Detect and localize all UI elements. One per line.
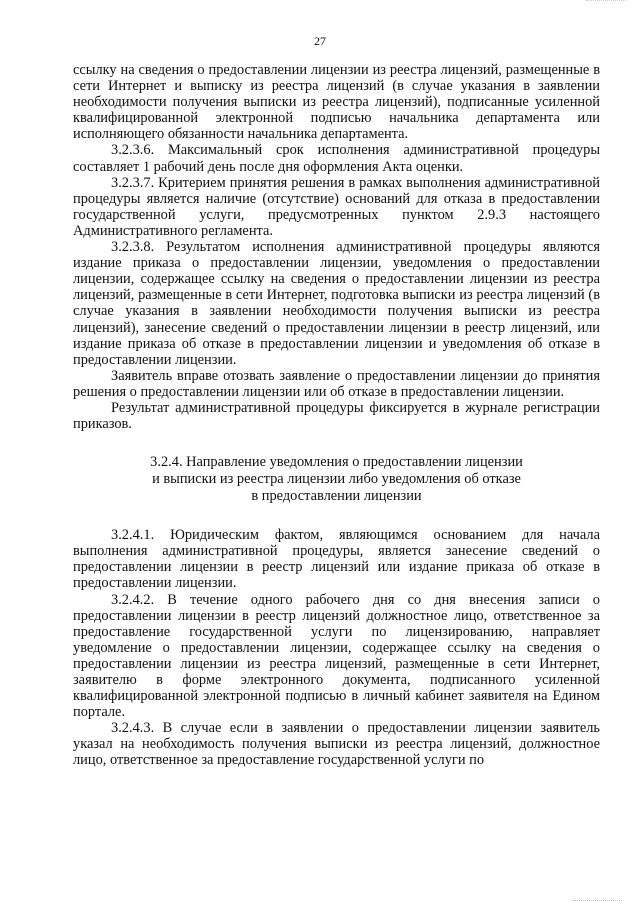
paragraph: 3.2.4.1. Юридическим фактом, являющимся основанием для начала выполнения административной процедуры, является занесение сведений о предоставлении лицензии в реестр лицензий или издание приказа об отказе в предоставлении лицензии. [73, 527, 600, 592]
paragraph: Результат административной процедуры фиксируется в журнале регистрации приказов. [73, 399, 600, 433]
page-body [73, 62, 600, 769]
paragraph: Заявитель вправе отозвать заявление о предоставлении лицензии до принятия решения о предоставлении лицензии или об отказе в предоставлении лицензии. [73, 367, 600, 400]
paragraph: 3.2.3.8. Результатом исполнения административной процедуры являются издание приказа о предоставлении лицензии, уведомления о предоставлении лицензии, содержащее ссылку на сведения о предоставлении лицензии из реестра лицензий, размещенные в сети Интернет, подготовка выписки из реестра лицензий (в случае указания в заявлении необходимости получения выписки из реестра лицензий), занесение сведений о предоставлении лицензии в реестр лицензий, или издание приказа об отказе в предоставлении лицензии и уведомления об отказе в предоставлении лицензии. [73, 239, 600, 368]
paragraph: ссылку на сведения о предоставлении лицензии из реестра лицензий, размещенные в сети Интернет и выписку из реестра лицензий (в случае указания в заявлении необходимости получения выписки из реестра лицензий), подписанные усиленной квалифицированной электронной подписью начальника департамента или исполняющего обязанности начальника департамента. [73, 62, 600, 143]
page-number: 27 [314, 34, 326, 48]
paragraph: 3.2.3.7. Критерием принятия решения в рамках выполнения административной процедуры является наличие (отсутствие) оснований для отказа в предоставлении государственной услуги, предусмотренных пунктом 2.9.3 настоящего Административного регламента. [73, 174, 600, 239]
section-heading-line: и выписки из реестра лицензии либо уведомления об отказе [152, 471, 521, 488]
section-heading-line: в предоставлении лицензии [251, 488, 422, 505]
section-heading [73, 454, 600, 505]
paragraph: 3.2.4.3. В случае если в заявлении о предоставлении лицензии заявитель указал на необходимость получения выписки из реестра лицензий, должностное лицо, ответственное за предоставление государственной услуги по [73, 720, 600, 769]
section-heading-line: 3.2.4. Направление уведомления о предоставлении лицензии [150, 454, 523, 471]
paragraph: 3.2.3.6. Максимальный срок исполнения административной процедуры составляет 1 рабочий день после дня оформления Акта оценки. [73, 142, 600, 175]
paragraph: 3.2.4.2. В течение одного рабочего дня со дня внесения записи о предоставлении лицензии в реестр лицензий должностное лицо, ответственное за предоставление государственной услуги по лицензированию, направляет уведомление о предоставлении лицензии, содержащее ссылку на сведения о предоставлении лицензии из реестра лицензий, размещенные в сети Интернет, заявителю в форме электронного документа, подписанного усиленной квалифицированной электронной подписью в личный кабинет заявителя на Едином портале. [73, 591, 600, 721]
scan-edge-mark [586, 0, 626, 4]
scan-edge-mark [572, 896, 622, 901]
